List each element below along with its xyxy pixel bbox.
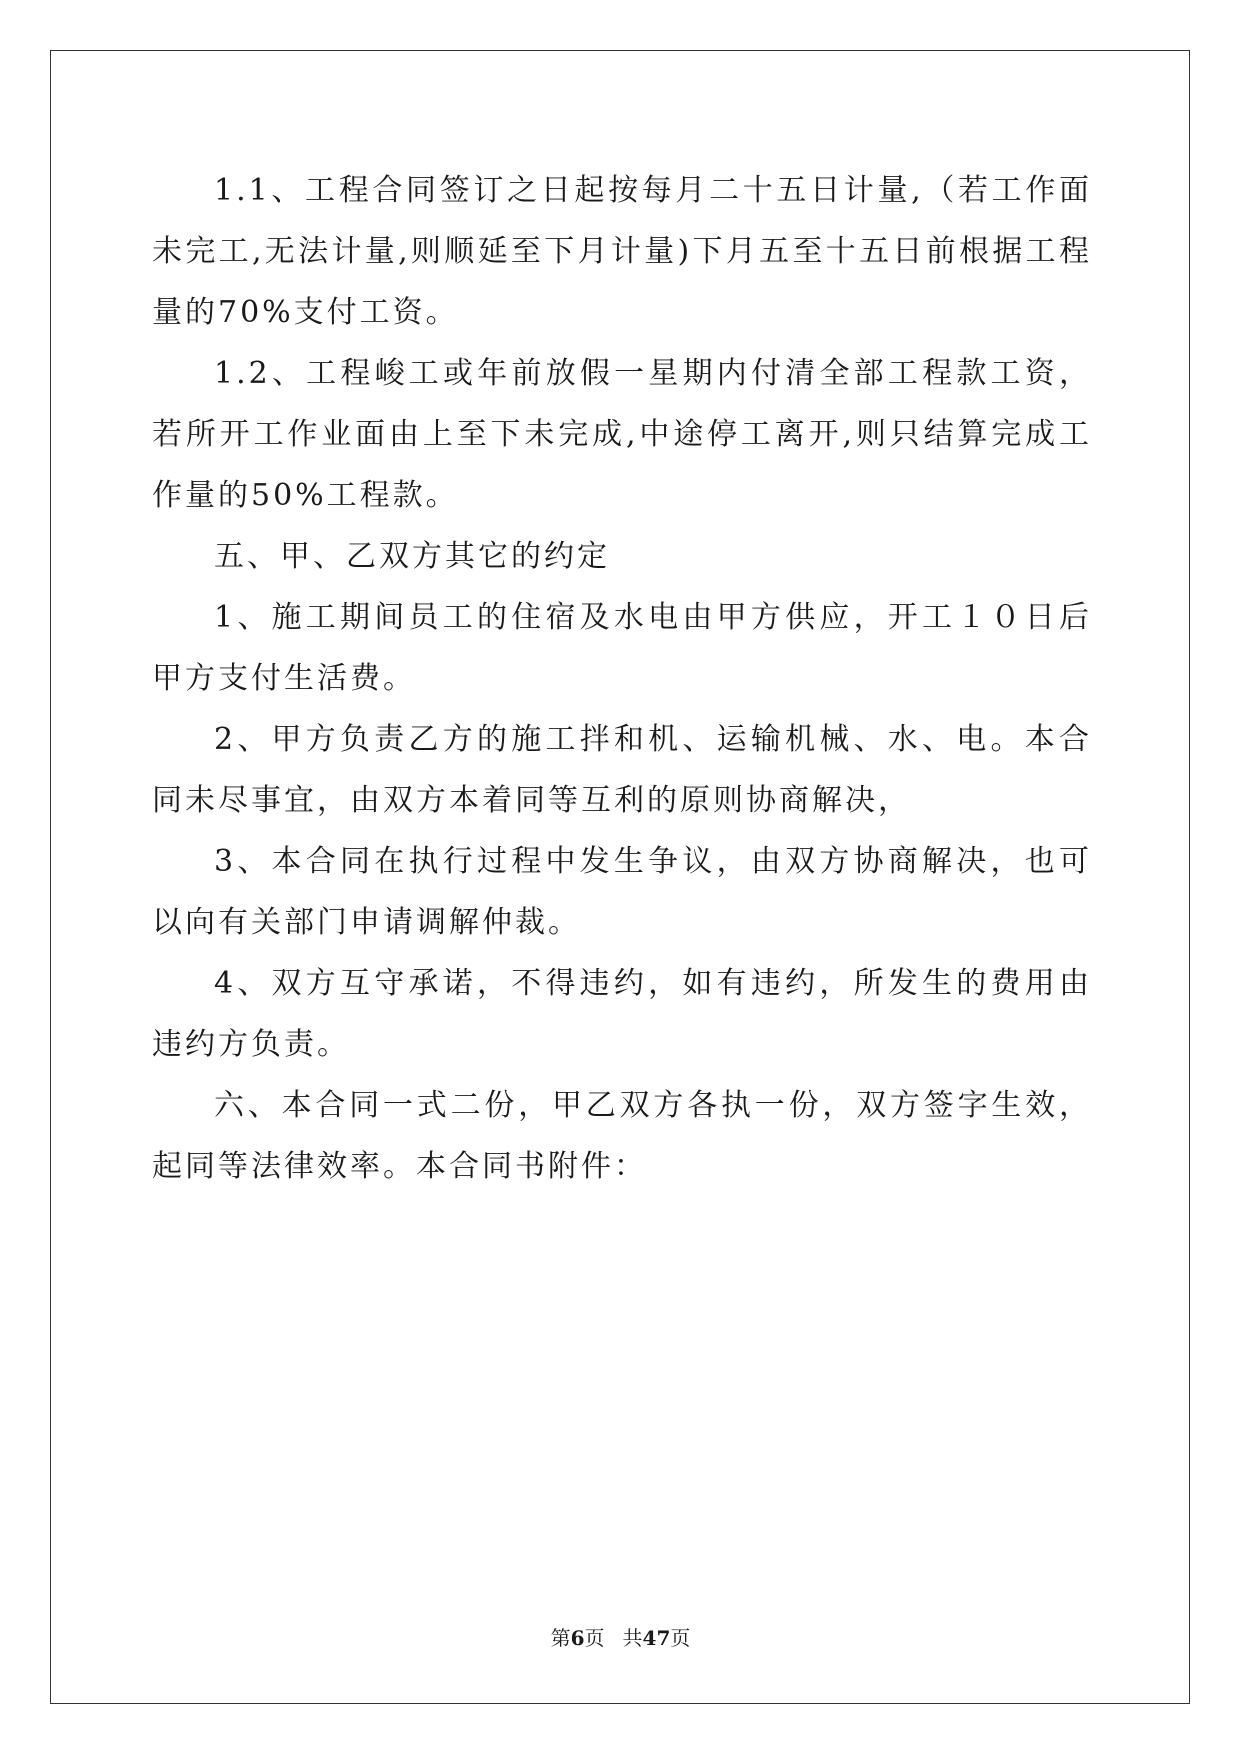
paragraph-1-1: 1.1、工程合同签订之日起按每月二十五日计量,（若工作面未完工,无法计量,则顺延至下月计量)下月五至十五日前根据工程量的70%支付工资。 [152, 173, 1092, 330]
footer-total-pages: 47 [642, 1626, 671, 1650]
section-heading-5: 五、甲、乙双方其它的约定 [214, 539, 610, 574]
footer-page-number: 6 [570, 1626, 585, 1650]
paragraph-clause-1: 1、施工期间员工的住宿及水电由甲方供应，开工１０日后甲方支付生活费。 [152, 600, 1092, 696]
page-footer [0, 1622, 1241, 1651]
section-paragraph-6: 六、本合同一式二份，甲乙双方各执一份，双方签字生效，起同等法律效率。本合同书附件： [152, 1088, 1092, 1184]
footer-total-prefix: 共 [622, 1626, 643, 1650]
paragraph-clause-2: 2、甲方负责乙方的施工拌和机、运输机械、水、电。本合同未尽事宜，由双方本着同等互利的原则协商解决， [152, 722, 1092, 818]
document-body [152, 160, 1092, 1197]
paragraph-clause-4: 4、双方互守承诺，不得违约，如有违约，所发生的费用由违约方负责。 [152, 966, 1092, 1062]
paragraph-1-2: 1.2、工程峻工或年前放假一星期内付清全部工程款工资，若所开工作业面由上至下未完成,中途停工离开,则只结算完成工作量的50%工程款。 [152, 356, 1092, 513]
footer-page-suffix: 页 [584, 1626, 605, 1650]
footer-total-suffix: 页 [670, 1626, 691, 1650]
paragraph-clause-3: 3、本合同在执行过程中发生争议，由双方协商解决，也可以向有关部门申请调解仲裁。 [152, 844, 1092, 940]
footer-page-prefix: 第 [550, 1626, 571, 1650]
